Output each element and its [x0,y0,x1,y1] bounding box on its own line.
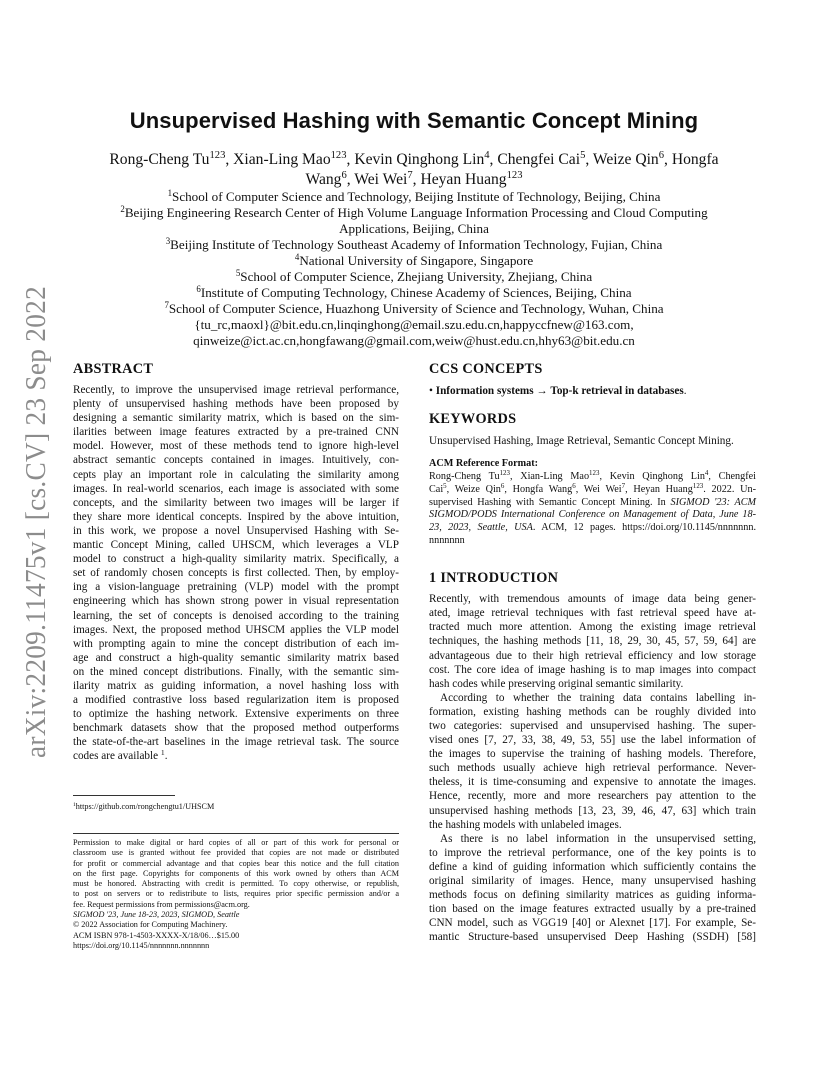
author-text: , Weize Qin [585,151,659,168]
affiliation-line [70,269,758,285]
text-line: age and construct a high-quality semantic similarity matrix based [73,651,399,664]
author-text: , Hongfa [664,151,719,168]
ccs-sub: Top-k retrieval in databases [550,385,684,397]
affiliation-sup: 5 [235,268,241,279]
paper-title: Unsupervised Hashing with Semantic Concept Mining [129,108,699,133]
text-line: set of randomly chosen concepts is first collected. Then, by employ- [73,567,399,580]
text-line: with prompting again to mine the concept distribution of each im- [73,637,399,650]
acm-ref-sup: 123 [589,469,600,477]
acm-ref-line: nnnnnnn [429,535,465,547]
text-line: cost. The core idea of image hashing is to map images into compact [429,663,756,676]
abstract-body [73,383,399,764]
author-sup: 123 [209,150,226,162]
abstract-footnote-mark: 1 [160,748,165,758]
left-column [73,361,399,764]
acm-ref-sup: 123 [692,482,704,490]
text-line: a modified contrastive loss based regularization item is proposed [73,694,399,707]
footnote-mark: 1 [73,801,76,808]
acm-ref-text: , Hongfa Wang [504,483,573,495]
text-line: in this work, we propose a novel Unsupervised Hashing with Se- [73,524,399,537]
author-sup: 5 [580,150,586,162]
text-line: designing a semantic similarity matrix, which is based on the sim- [73,412,399,425]
text-line: ilarity matrix as guiding information, a novel hashing loss with [73,679,399,692]
acm-ref-sup: 7 [621,482,626,490]
acm-ref-sup: 6 [500,482,505,490]
acm-ref-sup: 6 [572,482,576,490]
affiliation-text: Beijing Institute of Technology Southeast Academy of Information Technology, Fujian, China [170,237,663,252]
keywords-text: Unsupervised Hashing, Image Retrieval, Semantic Concept Mining. [429,435,734,448]
text-line: cepts play an important role in calculating the similarity among [73,468,399,481]
acm-ref-text: , Xian-Ling Mao [509,470,590,482]
abstract-text [73,383,399,764]
text-line: engineering which has shown strong power in visual representation [73,595,399,608]
affiliation-text: National University of Singapore, Singapore [299,253,534,268]
text-line: original similarity of images. Hence, many unsupervised hashing [429,875,756,887]
text-line: on the mined concept distributions. Finally, with the semantic sim- [73,665,399,678]
affiliation-sup: 4 [294,252,300,263]
footnote-rule [73,795,175,796]
author-sup: 4 [484,150,490,162]
text-line: images. In real-world scenarios, each image is associated with some [73,482,399,495]
text-line: they share more identical concepts. Inspired by the above intuition, [73,510,399,523]
affiliation-line [70,285,758,301]
ccs-arrow: → [536,385,548,397]
ccs-main: Information systems [435,385,534,397]
affiliation-text: School of Computer Science and Technology, Beijing Institute of Technology, Beijing, China [172,189,661,204]
permission-line: Permission to make digital or hard copies of all or part of this work for personal or [73,838,399,847]
permission-doi[interactable]: https://doi.org/10.1145/nnnnnnn.nnnnnnn [73,940,210,950]
acm-ref-text: . 2022. Un- [703,483,757,495]
text-line: learning, the set of concepts is denoised according to the training [73,609,399,622]
affiliation-text: {tu_rc,maoxl}@bit.edu.cn,linqinghong@email.szu.edu.cn,happyccfnew@163.com, [194,317,634,332]
text-line: define a kind of guiding information which sufficiently contains the [429,860,756,873]
affiliation-text: Beijing Engineering Research Center of High Volume Language Information Processing and Cloud Computing [124,205,708,220]
author-sup: 123 [330,150,347,162]
permission-line: to post on servers or to redistribute to lists, requires prior specific permission and/or a [73,889,399,899]
affiliation-sup: 2 [120,204,125,215]
text-line: formation, existing hashing methods can be roughly divided into [429,705,756,718]
text-line: such methods usually achieve high retrieval performance. Never- [429,762,756,775]
text-line: images. Next, the proposed method UHSCM applies the VLP model [73,623,399,636]
acm-ref-text: Rong-Cheng Tu [429,470,500,482]
text-line: methods focus on defining similarity matrices as guiding informa- [429,889,756,902]
affiliation-list [70,189,758,349]
text-line: the state-of-the-art baselines in the image retrieval task. The source [73,736,399,749]
author-list [86,150,742,190]
acm-ref-sup: 5 [443,482,447,490]
footnote-link[interactable]: https://github.com/rongchengtu1/UHSCM [75,802,215,811]
affiliation-text: Applications, Beijing, China [339,221,489,236]
permission-copyright: © 2022 Association for Computing Machinery. [73,920,228,930]
text-line: Recently, with tremendous amounts of image data being gener- [429,593,756,606]
affiliation-line [70,221,758,237]
author-text: , Chengfei Cai [489,151,581,168]
acm-ref-text: Cai [429,483,444,495]
acm-ref-line [429,471,756,484]
affiliation-line [70,301,758,317]
author-sup: 6 [341,170,347,182]
permission-line: on the first page. Copyrights for components of this work owned by others than ACM [73,868,399,878]
affiliation-line [70,237,758,253]
permission-line: for profit or commercial advantage and that copies bear this notice and the full citation [73,858,399,868]
acm-ref-sup: 123 [499,469,510,477]
text-line: two categories: supervised and unsupervised hashing. The super- [429,719,756,732]
keywords-heading: KEYWORDS [429,411,517,428]
text-line: to improve the retrieval performance, one of the key points is to [429,846,756,859]
acm-ref-text: , Wei Wei [575,483,622,495]
affiliation-line [70,253,758,269]
affiliation-sup: 3 [165,236,171,247]
permission-line: must be honored. Abstracting with credit is permitted. To copy otherwise, or republish, [73,879,399,889]
permission-line: classroom use is granted without fee provided that copies are not made or distributed [73,848,399,858]
ccs-concept [429,384,756,398]
text-line: Recently, to improve the unsupervised image retrieval performance, [73,384,399,396]
author-line-2 [86,170,742,190]
acm-ref-text: , Kevin Qinghong Lin [599,470,705,482]
author-line-1 [86,150,742,170]
acm-ref-venue: 23, 2023, Seattle, USA [429,522,533,534]
acm-ref-venue-line: SIGMOD/PODS International Conference on Management of Data, June 18- [429,509,756,521]
text-line: to optimize the hashing network. Extensive experiments on three [73,708,399,721]
acm-ref-text: . ACM, 12 pages. https://doi.org/10.1145/nnnnnnn. [532,522,756,534]
text-line: ilarities between image features extracted by a pre-trained CNN [73,426,399,439]
text-line: advantageous due to their high retrieval efficiency and low storage [429,649,756,662]
text-line: CNN model, such as VGG19 [40] or Alexnet [17]. For example, Se- [429,917,756,930]
affiliation-text: Institute of Computing Technology, Chinese Academy of Sciences, Beijing, China [200,285,632,300]
text-line: abstract semantic concepts contained in images. Intuitively, con- [73,454,399,467]
arxiv-id: arXiv:2209.11475v1 [cs.CV] 23 Sep 2022 [20,286,52,758]
text-line: Hence, recently, more and more researchers pay attention to the [429,790,756,803]
text-line: mantic Concept Mining, called UHSCM, which leverages a VLP [73,539,399,552]
text-line: unsupervised hashing methods [13, 23, 39, 46, 47, 63] which train [429,804,756,817]
acm-ref-line [429,522,756,535]
text-line: tracted much more attention. Among the existing image retrieval [429,621,756,634]
text-line: concepts, and the similarity between two images will be larger if [73,496,399,509]
text-line: codes are available $^1$. [73,748,168,763]
acm-reference [429,458,756,548]
acm-ref-venue: SIGMOD '23: ACM [670,496,757,508]
acm-ref-line [429,484,756,497]
affiliation-text: qinweize@ict.ac.cn,hongfawang@gmail.com,weiw@hust.edu.cn,hhy63@bit.edu.cn [193,333,635,348]
ccs-heading: CCS CONCEPTS [429,361,543,377]
text-line: ated, image retrieval techniques with fast retrieval speed have at- [429,607,756,620]
affiliation-line [70,317,758,333]
text-line: hash codes while preserving original semantic similarity. [429,677,684,690]
intro-heading: 1 INTRODUCTION [429,570,559,587]
text-line: techniques, the hashing methods [11, 18, 29, 30, 45, 57, 59, 64] are [429,635,756,648]
author-sup: 6 [658,150,665,162]
acm-ref-line [429,497,756,510]
text-line: the images to supervise the training of hashing models. Therefore, [429,748,756,761]
affiliation-text: School of Computer Science, Zhejiang University, Zhejiang, China [240,269,593,284]
text-line: benchmark datasets show that the proposed method outperforms [73,722,399,735]
affiliation-sup: 1 [167,188,173,199]
permission-line: fee. Request permissions from permissions@acm.org. [73,899,250,909]
affiliation-line [70,189,758,205]
intro-body [429,592,756,944]
permission-venue: SIGMOD '23, June 18-23, 2023, SIGMOD, Seattle [73,910,240,920]
text-line: tion based on the image features extracted usually by a pre-trained [429,903,756,916]
acm-ref-text: , Chengfei [708,470,756,482]
acm-ref-text: supervised Hashing with Semantic Concept Mining. In [429,496,671,508]
text-line: model. However, most of these methods tend to ignore high-level [73,440,399,453]
abstract-end: . [164,750,168,763]
text-line: mantic Structure-based unsupervised Deep Hashing (SSDH) [58] [429,931,756,944]
abstract-heading: ABSTRACT [73,361,154,377]
affiliation-line [70,205,758,221]
text-line: ing a vision-language pretraining (VLP) model with the prompt [73,581,399,594]
affiliation-sup: 7 [164,300,169,311]
permission-rule [73,833,399,834]
acm-ref-sup: 4 [704,469,709,477]
text-line: model to construct a high-quality similarity matrix. Specifically, a [73,553,399,566]
author-text: , Xian-Ling Mao [225,151,331,168]
acm-ref-text: , Weize Qin [446,483,501,495]
text-line: plenty of unsupervised hashing methods have been proposed by [73,398,399,411]
author-text: , Heyan Huang [412,171,507,188]
acm-ref-body [429,471,756,548]
arxiv-stamp [6,286,56,758]
acm-ref-heading: ACM Reference Format: [429,458,538,470]
permission-isbn: ACM ISBN 978-1-4503-XXXX-X/18/06…$15.00 [73,930,240,940]
affiliation-line [70,333,758,349]
intro-paragraph-3 [429,832,756,945]
author-sup: 7 [407,170,413,182]
arxiv-stamp-svg [6,286,56,758]
affiliation-text: School of Computer Science, Huazhong University of Science and Technology, Wuhan, China [168,301,664,316]
author-text: , Wei Wei [346,171,408,188]
author-text: Wang [305,171,342,188]
intro-paragraph-2 [429,691,756,832]
text-line: the hashing models with unlabeled images. [429,818,622,831]
permission-block [73,838,399,951]
text-line: theless, it is time-consuming and expensive to annotate the images. [429,776,756,789]
intro-paragraph-1 [429,592,756,691]
ccs-end: . [683,385,687,397]
right-column [429,361,756,944]
text-line: As there is no label information in the unsupervised setting, [440,832,756,845]
acm-ref-text: , Heyan Huang [625,483,693,495]
ccs-bullet: • [429,385,433,397]
text-line: vised ones [7, 27, 33, 38, 49, 53, 55] use the label information of [429,734,756,747]
author-sup: 123 [506,170,523,182]
text-line: According to whether the training data contains labelling in- [440,691,756,704]
author-text: Rong-Cheng Tu [109,151,210,168]
affiliation-sup: 6 [196,284,201,295]
author-text: , Kevin Qinghong Lin [346,151,485,168]
footnote [73,802,399,812]
